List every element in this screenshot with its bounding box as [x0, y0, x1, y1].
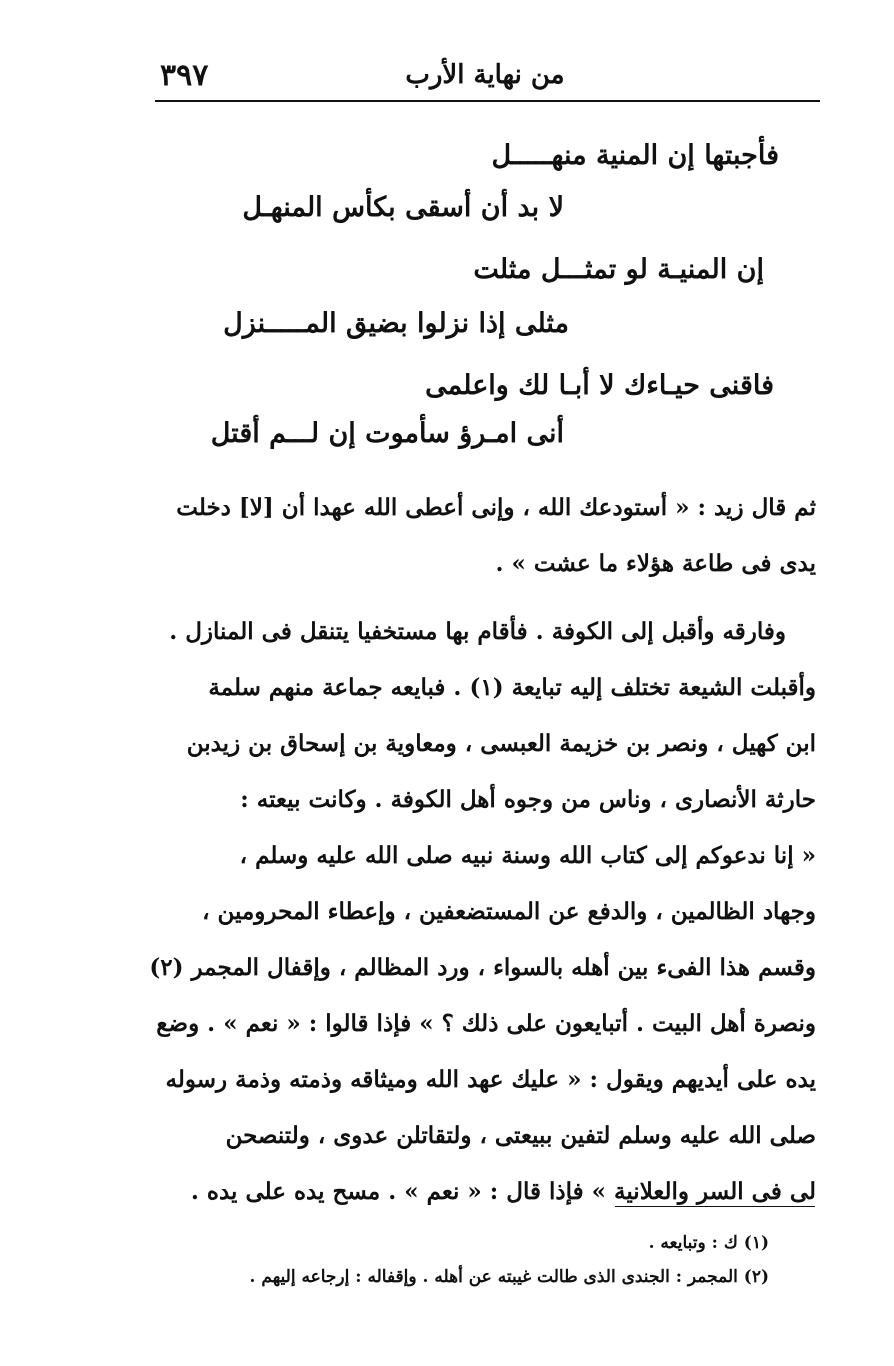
paragraph-line: لى فى السر والعلانية » فإذا قال : « نعم » . مسح يده على يده .	[190, 1178, 816, 1205]
footnote-1: (١) ك : وتبايعه .	[648, 1233, 769, 1253]
paragraph-line: وقسم هذا الفىء بين أهله بالسواء ، ورد المظالم ، وإقفال المجمر (٢)	[149, 954, 816, 981]
paragraph-2	[149, 604, 816, 1220]
paragraph-line: وأقبلت الشيعة تختلف إليه تبايعة (١) . فبايعه جماعة منهم سلمة	[208, 674, 816, 701]
header-divider	[155, 100, 820, 102]
verse-line-3: إن المنيـة لو تمثـــل مثلت	[473, 254, 764, 285]
running-title: من نهاية الأرب	[405, 60, 565, 90]
page-header	[150, 58, 820, 100]
verse-line-6: أنى امـرؤ سأموت إن لـــم أقتل	[210, 418, 564, 449]
paragraph-line: حارثة الأنصارى ، وناس من وجوه أهل الكوفة . وكانت بيعته :	[240, 786, 816, 813]
verse-line-1: فأجبتها إن المنية منهـــــل	[491, 140, 779, 171]
paragraph-line: يدى فى طاعة هؤلاء ما عشت » .	[495, 550, 816, 577]
paragraph-line: وفارقه وأقبل إلى الكوفة . فأقام بها مستخفيا يتنقل فى المنازل .	[169, 618, 786, 645]
footnote-2: (٢) المجمر : الجندى الذى طالت غيبته عن أهله . وإقفاله : إرجاعه إليهم .	[249, 1267, 769, 1287]
paragraph-1	[166, 480, 816, 592]
paragraph-line: يده على أيديهم ويقول : « عليك عهد الله وميثاقه وذمته وذمة رسوله	[165, 1066, 816, 1093]
paragraph-line: وجهاد الظالمين ، والدفع عن المستضعفين ، وإعطاء المحرومين ،	[202, 898, 816, 925]
paragraph-line: ابن كهيل ، ونصر بن خزيمة العبسى ، ومعاوية بن إسحاق بن زيدبن	[186, 730, 816, 757]
paragraph-line: صلى الله عليه وسلم لتفين ببيعتى ، ولتقاتلن عدوى ، ولتنصحن	[225, 1122, 816, 1149]
paragraph-line: « إنا ندعوكم إلى كتاب الله وسنة نبيه صلى الله عليه وسلم ،	[239, 842, 816, 869]
paragraph-line: ونصرة أهل البيت . أتبايعون على ذلك ؟ » فإذا قالوا : « نعم » . وضع	[156, 1010, 816, 1037]
page-number: ٣٩٧	[160, 58, 209, 93]
footnotes	[149, 1226, 769, 1294]
verse-line-2: لا بد أن أسقى بكأس المنهـل	[242, 192, 564, 223]
verse-line-5: فاقنى حيـاءك لا أبـا لك واعلمى	[425, 370, 774, 401]
footnote-divider	[615, 1206, 815, 1207]
paragraph-line: ثم قال زيد : « أستودعك الله ، وإنى أعطى الله عهدا أن [لا] دخلت	[176, 494, 816, 521]
verse-line-4: مثلى إذا نزلوا بضيق المـــــنزل	[223, 308, 569, 339]
